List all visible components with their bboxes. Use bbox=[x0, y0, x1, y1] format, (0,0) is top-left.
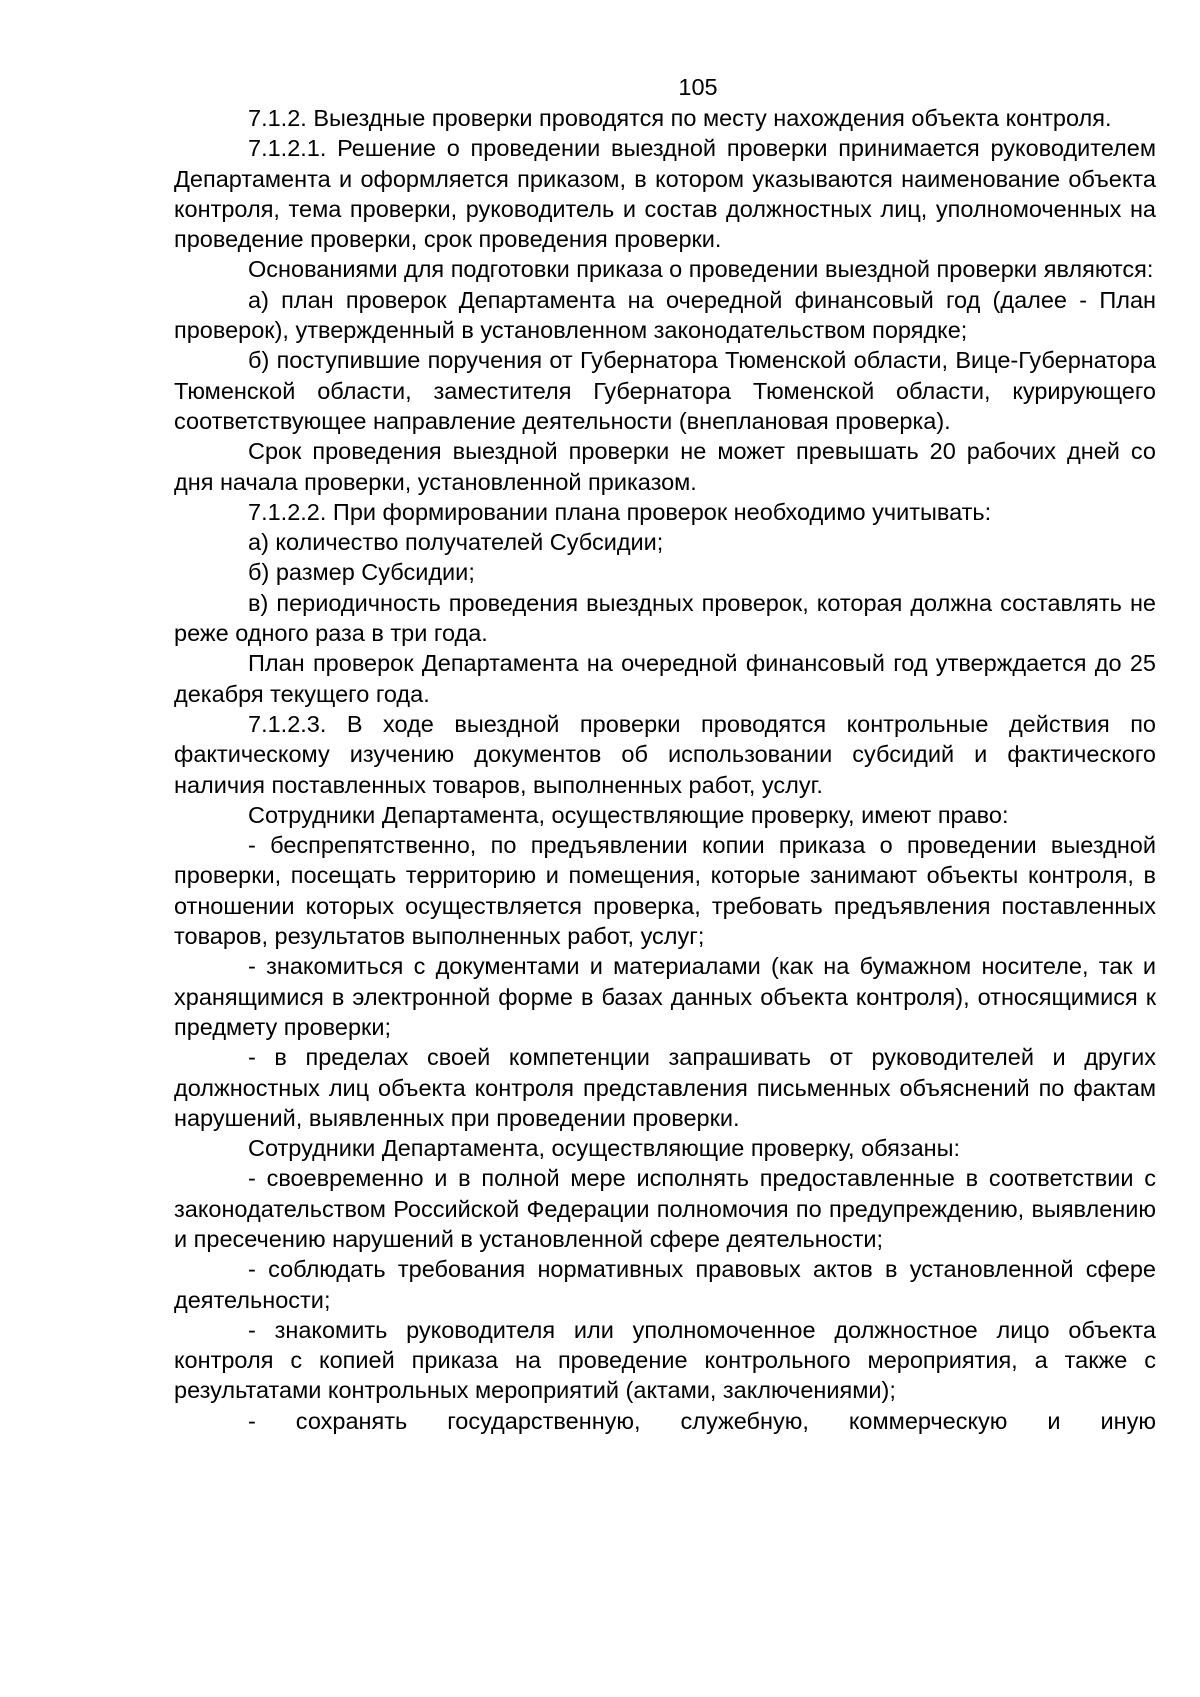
paragraph: б) поступившие поручения от Губернатора Тюменской области, Вице-Губернатора Тюменской области, заместителя Губернатора Тюменской области, курирующего соответствующее направление деятельности (внеплановая проверка). bbox=[174, 347, 1156, 434]
paragraph: - знакомить руководителя или уполномоченное должностное лицо объекта контроля с копией приказа на проведение контрольного мероприятия, а также с результатами контрольных мероприятий (актами, заключениями); bbox=[174, 1316, 1156, 1404]
paragraph: - сохранять государственную, служебную, коммерческую и иную bbox=[248, 1407, 1156, 1434]
paragraph: - в пределах своей компетенции запрашивать от руководителей и других должностных лиц объекта контроля представления письменных объяснений по фактам нарушений, выявленных при проведении проверки. bbox=[174, 1044, 1156, 1131]
paragraph: б) размер Субсидии; bbox=[248, 559, 475, 586]
paragraph: - беспрепятственно, по предъявлении копии приказа о проведении выездной проверки, посещать территорию и помещения, которые занимают объекты контроля, в отношении которых осуществляется проверка, требовать предъявления поставленных товаров, результатов выполненных работ, услуг; bbox=[174, 832, 1156, 950]
document-body bbox=[174, 103, 1156, 1436]
paragraph: Сотрудники Департамента, осуществляющие проверку, имеют право: bbox=[248, 801, 1009, 828]
paragraph: Сотрудники Департамента, осуществляющие проверку, обязаны: bbox=[248, 1135, 961, 1162]
paragraph: План проверок Департамента на очередной финансовый год утверждается до 25 декабря текущего года. bbox=[174, 650, 1156, 707]
paragraph: а) количество получателей Субсидии; bbox=[248, 529, 664, 556]
paragraph: - своевременно и в полной мере исполнять предоставленные в соответствии с законодательством Российской Федерации полномочия по предупреждению, выявлению и пресечению нарушений в установленной сфере деятельности; bbox=[174, 1165, 1156, 1252]
paragraph: а) план проверок Департамента на очередной финансовый год (далее - План проверок), утвержденный в установленном законодательством порядке; bbox=[174, 286, 1156, 344]
paragraph: Основаниями для подготовки приказа о проведении выездной проверки являются: bbox=[248, 256, 1154, 283]
paragraph: 7.1.2. Выездные проверки проводятся по месту нахождения объекта контроля. bbox=[248, 105, 1112, 131]
paragraph: - соблюдать требования нормативных правовых актов в установленной сфере деятельности; bbox=[174, 1256, 1156, 1313]
paragraph: 7.1.2.2. При формировании плана проверок необходимо учитывать: bbox=[248, 498, 992, 525]
paragraph: Срок проведения выездной проверки не может превышать 20 рабочих дней со дня начала проверки, установленной приказом. bbox=[174, 438, 1156, 495]
paragraph: 7.1.2.3. В ходе выездной проверки проводятся контрольные действия по фактическому изучению документов об использовании субсидий и фактического наличия поставленных товаров, выполненных работ, услуг. bbox=[174, 710, 1156, 798]
paragraph: 7.1.2.1. Решение о проведении выездной проверки принимается руководителем Департамента и оформляется приказом, в котором указываются наименование объекта контроля, тема проверки, руководитель и состав должностных лиц, уполномоченных на проведение проверки, срок проведения проверки. bbox=[174, 135, 1156, 253]
paragraph: - знакомиться с документами и материалами (как на бумажном носителе, так и хранящимися в электронной форме в базах данных объекта контроля), относящимися к предмету проверки; bbox=[174, 953, 1156, 1040]
page-number: 105 bbox=[678, 74, 718, 100]
paragraph: в) периодичность проведения выездных проверок, которая должна составлять не реже одного раза в три года. bbox=[174, 589, 1156, 647]
